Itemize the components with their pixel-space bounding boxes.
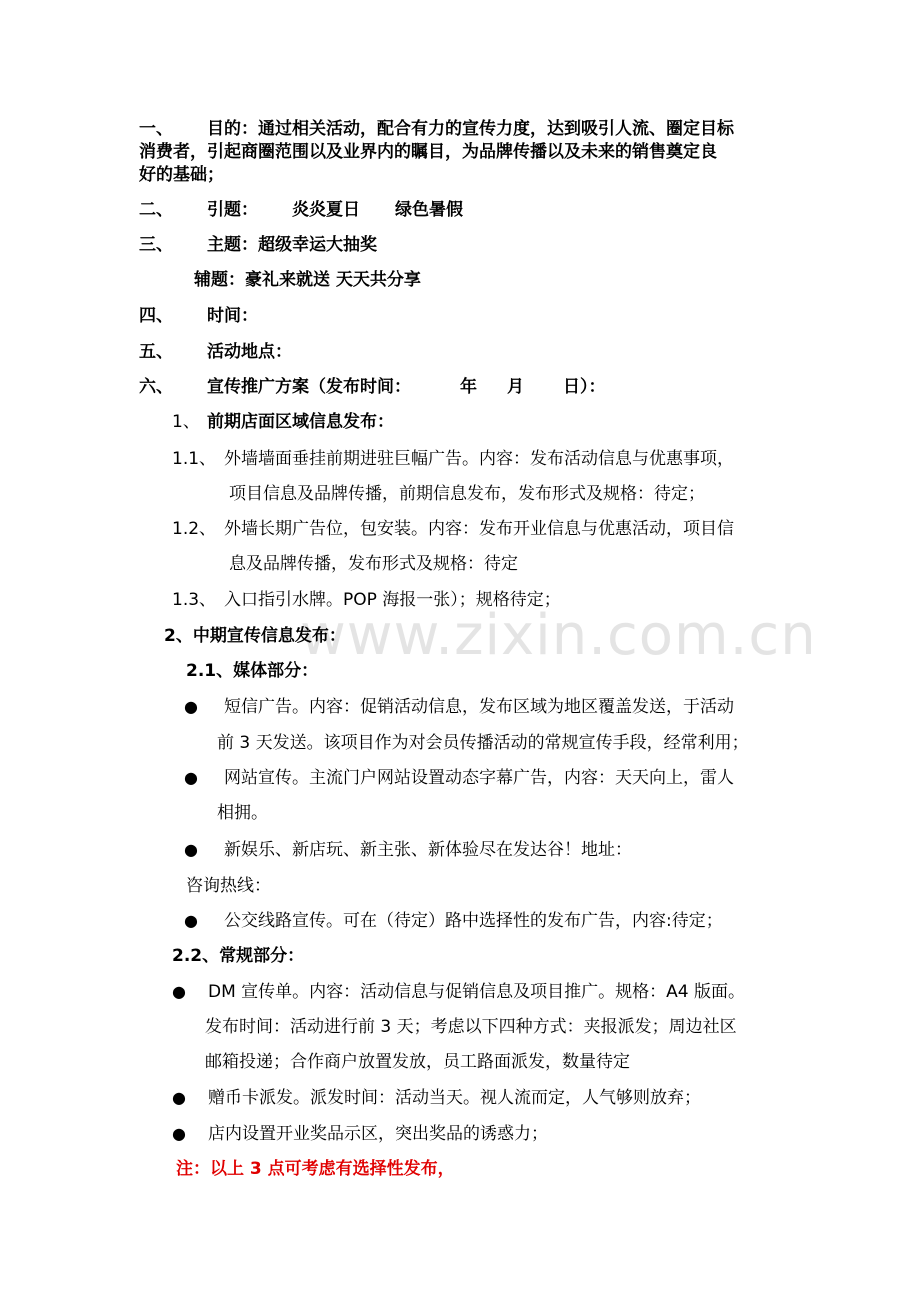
lead-title-label: 引题： — [207, 200, 258, 220]
purpose-line-1: 目的：通过相关活动，配合有力的宣传力度，达到吸引人流、圈定目标 — [207, 119, 734, 139]
phase-1-number: 1、 — [172, 412, 200, 432]
item-1-1-number: 1.1、 — [172, 449, 217, 469]
promo-month: 月 — [507, 377, 524, 397]
bullet-icon: ● — [172, 1124, 186, 1143]
item-1-2-number: 1.2、 — [172, 519, 217, 539]
section-number-5: 五、 — [139, 342, 173, 362]
time-label: 时间： — [207, 306, 258, 326]
bus-ad-line: 公交线路宣传。可在（待定）路中选择性的发布广告，内容:待定； — [224, 911, 723, 931]
sub-theme: 辅题：豪礼来就送 天天共分享 — [194, 270, 421, 290]
watermark: www.zixin.com.cn — [300, 603, 817, 668]
section-number-4: 四、 — [139, 306, 173, 326]
bullet-icon: ● — [184, 768, 198, 787]
item-1-2-line-2: 息及品牌传播，发布形式及规格：待定 — [229, 554, 518, 574]
promo-day: 日）： — [563, 377, 606, 397]
website-ad-line-2: 相拥。 — [217, 803, 268, 823]
section-number-2: 二、 — [139, 200, 173, 220]
sms-ad-line-1: 短信广告。内容：促销活动信息，发布区域为地区覆盖发送，于活动 — [224, 697, 734, 717]
item-1-1-line-1: 外墙墙面垂挂前期进驻巨幅广告。内容：发布活动信息与优惠事项， — [224, 449, 734, 469]
bullet-icon: ● — [172, 982, 186, 1001]
dm-flyer-line-1: DM 宣传单。内容：活动信息与促销信息及项目推广。规格：A4 版面。 — [208, 982, 746, 1002]
website-ad-line-1: 网站宣传。主流门户网站设置动态字幕广告，内容：天天向上，雷人 — [224, 768, 734, 788]
dm-flyer-line-3: 邮箱投递；合作商户放置发放，员工路面派发，数量待定 — [205, 1052, 630, 1072]
sms-ad-line-2: 前 3 天发送。该项目作为对会员传播活动的常规宣传手段，经常利用； — [217, 733, 749, 753]
bullet-icon: ● — [184, 840, 198, 859]
location-label: 活动地点： — [207, 342, 292, 362]
item-1-3-number: 1.3、 — [172, 590, 217, 610]
purpose-line-3: 好的基础； — [139, 165, 224, 185]
section-number-6: 六、 — [139, 377, 173, 397]
media-section-title: 2.1、媒体部分： — [186, 661, 319, 681]
bullet-icon: ● — [184, 911, 198, 930]
dm-flyer-line-2: 发布时间：活动进行前 3 天；考虑以下四种方式：夹报派发；周边社区 — [205, 1017, 737, 1037]
section-number-3: 三、 — [139, 235, 173, 255]
lead-title-value-2: 绿色暑假 — [395, 200, 463, 220]
purpose-line-2: 消费者，引起商圈范围以及业界内的瞩目，为品牌传播以及未来的销售奠定良 — [139, 142, 717, 162]
prize-display-line: 店内设置开业奖品示区，突出奖品的诱惑力； — [208, 1124, 548, 1144]
slogan-address-line: 新娱乐、新店玩、新主张、新体验尽在发达谷！地址： — [224, 840, 632, 860]
bullet-icon: ● — [184, 697, 198, 716]
item-1-1-line-2: 项目信息及品牌传播，前期信息发布，发布形式及规格：待定； — [229, 484, 705, 504]
phase-2-title: 2、中期宣传信息发布： — [164, 626, 346, 646]
coin-card-line: 赠币卡派发。派发时间：活动当天。视人流而定，人气够则放弃； — [208, 1088, 701, 1108]
promo-year: 年 — [460, 377, 477, 397]
bullet-icon: ● — [172, 1088, 186, 1107]
regular-section-title: 2.2、常规部分： — [172, 946, 305, 966]
main-theme: 主题：超级幸运大抽奖 — [207, 235, 377, 255]
promo-plan-label: 宣传推广方案（发布时间： — [207, 377, 411, 397]
red-note: 注：以上 3 点可考虑有选择性发布， — [176, 1159, 455, 1179]
section-number-1: 一、 — [139, 119, 173, 139]
lead-title-value-1: 炎炎夏日 — [292, 200, 360, 220]
hotline-label: 咨询热线： — [186, 876, 271, 896]
item-1-3-line-1: 入口指引水牌。POP 海报一张）；规格待定； — [224, 590, 561, 610]
phase-1-title: 前期店面区域信息发布： — [207, 412, 394, 432]
item-1-2-line-1: 外墙长期广告位，包安装。内容：发布开业信息与优惠活动，项目信 — [224, 519, 734, 539]
